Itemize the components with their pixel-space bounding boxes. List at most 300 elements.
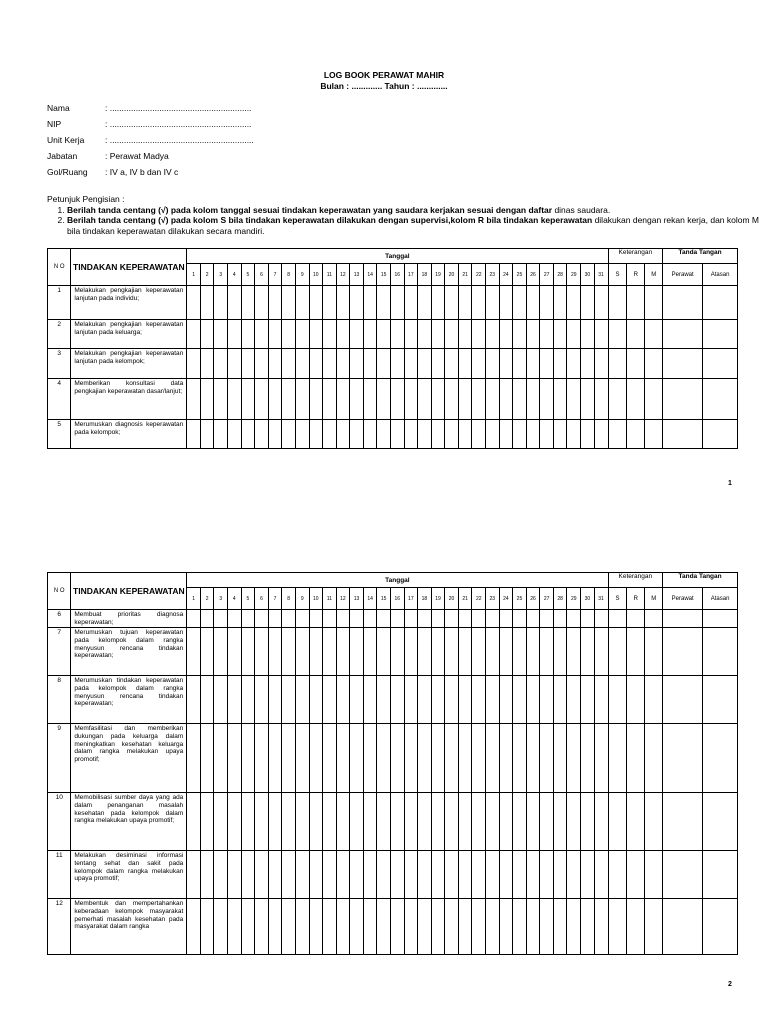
day-check-cell[interactable] <box>499 899 513 955</box>
day-check-cell[interactable] <box>377 320 391 349</box>
day-check-cell[interactable] <box>295 676 309 724</box>
day-check-cell[interactable] <box>350 793 364 851</box>
srm-check-cell[interactable] <box>608 793 627 851</box>
day-check-cell[interactable] <box>241 793 255 851</box>
day-check-cell[interactable] <box>187 724 201 793</box>
day-check-cell[interactable] <box>390 628 404 676</box>
day-check-cell[interactable] <box>255 899 269 955</box>
day-check-cell[interactable] <box>404 379 418 420</box>
day-check-cell[interactable] <box>499 851 513 899</box>
day-check-cell[interactable] <box>418 724 432 793</box>
day-check-cell[interactable] <box>309 851 323 899</box>
day-check-cell[interactable] <box>255 320 269 349</box>
day-check-cell[interactable] <box>363 628 377 676</box>
day-check-cell[interactable] <box>336 724 350 793</box>
day-check-cell[interactable] <box>295 286 309 320</box>
day-check-cell[interactable] <box>282 851 296 899</box>
day-check-cell[interactable] <box>228 286 242 320</box>
day-check-cell[interactable] <box>255 286 269 320</box>
day-check-cell[interactable] <box>255 793 269 851</box>
day-check-cell[interactable] <box>268 379 282 420</box>
day-check-cell[interactable] <box>363 349 377 379</box>
day-check-cell[interactable] <box>336 320 350 349</box>
day-check-cell[interactable] <box>513 793 527 851</box>
day-check-cell[interactable] <box>499 628 513 676</box>
day-check-cell[interactable] <box>336 610 350 628</box>
day-check-cell[interactable] <box>458 379 472 420</box>
day-check-cell[interactable] <box>200 628 214 676</box>
day-check-cell[interactable] <box>472 899 486 955</box>
day-check-cell[interactable] <box>323 851 337 899</box>
day-check-cell[interactable] <box>594 349 608 379</box>
day-check-cell[interactable] <box>431 320 445 349</box>
day-check-cell[interactable] <box>404 610 418 628</box>
day-check-cell[interactable] <box>581 724 595 793</box>
day-check-cell[interactable] <box>187 379 201 420</box>
day-check-cell[interactable] <box>445 724 459 793</box>
srm-check-cell[interactable] <box>645 610 663 628</box>
day-check-cell[interactable] <box>200 793 214 851</box>
day-check-cell[interactable] <box>336 899 350 955</box>
srm-check-cell[interactable] <box>627 676 645 724</box>
day-check-cell[interactable] <box>377 610 391 628</box>
day-check-cell[interactable] <box>377 724 391 793</box>
day-check-cell[interactable] <box>268 286 282 320</box>
day-check-cell[interactable] <box>282 899 296 955</box>
srm-check-cell[interactable] <box>608 349 627 379</box>
srm-check-cell[interactable] <box>645 851 663 899</box>
srm-check-cell[interactable] <box>608 379 627 420</box>
day-check-cell[interactable] <box>187 286 201 320</box>
day-check-cell[interactable] <box>323 420 337 449</box>
day-check-cell[interactable] <box>282 724 296 793</box>
srm-check-cell[interactable] <box>627 851 645 899</box>
signature-cell[interactable] <box>663 320 703 349</box>
day-check-cell[interactable] <box>255 851 269 899</box>
day-check-cell[interactable] <box>472 676 486 724</box>
srm-check-cell[interactable] <box>627 610 645 628</box>
day-check-cell[interactable] <box>390 286 404 320</box>
day-check-cell[interactable] <box>404 320 418 349</box>
day-check-cell[interactable] <box>567 286 581 320</box>
day-check-cell[interactable] <box>241 724 255 793</box>
day-check-cell[interactable] <box>350 349 364 379</box>
day-check-cell[interactable] <box>513 420 527 449</box>
day-check-cell[interactable] <box>350 320 364 349</box>
day-check-cell[interactable] <box>309 286 323 320</box>
day-check-cell[interactable] <box>336 286 350 320</box>
day-check-cell[interactable] <box>418 379 432 420</box>
srm-check-cell[interactable] <box>645 628 663 676</box>
day-check-cell[interactable] <box>486 420 500 449</box>
day-check-cell[interactable] <box>323 320 337 349</box>
day-check-cell[interactable] <box>458 676 472 724</box>
day-check-cell[interactable] <box>581 420 595 449</box>
day-check-cell[interactable] <box>553 420 567 449</box>
day-check-cell[interactable] <box>486 724 500 793</box>
day-check-cell[interactable] <box>214 349 228 379</box>
day-check-cell[interactable] <box>295 379 309 420</box>
day-check-cell[interactable] <box>228 724 242 793</box>
signature-cell[interactable] <box>663 676 703 724</box>
signature-cell[interactable] <box>703 379 738 420</box>
day-check-cell[interactable] <box>526 851 540 899</box>
day-check-cell[interactable] <box>377 379 391 420</box>
srm-check-cell[interactable] <box>627 320 645 349</box>
signature-cell[interactable] <box>703 349 738 379</box>
signature-cell[interactable] <box>663 793 703 851</box>
day-check-cell[interactable] <box>255 724 269 793</box>
day-check-cell[interactable] <box>581 676 595 724</box>
signature-cell[interactable] <box>703 286 738 320</box>
day-check-cell[interactable] <box>200 349 214 379</box>
day-check-cell[interactable] <box>377 793 391 851</box>
day-check-cell[interactable] <box>309 610 323 628</box>
day-check-cell[interactable] <box>295 793 309 851</box>
srm-check-cell[interactable] <box>627 793 645 851</box>
day-check-cell[interactable] <box>431 420 445 449</box>
day-check-cell[interactable] <box>268 420 282 449</box>
day-check-cell[interactable] <box>214 628 228 676</box>
day-check-cell[interactable] <box>594 628 608 676</box>
srm-check-cell[interactable] <box>608 899 627 955</box>
day-check-cell[interactable] <box>486 899 500 955</box>
day-check-cell[interactable] <box>200 676 214 724</box>
day-check-cell[interactable] <box>581 286 595 320</box>
srm-check-cell[interactable] <box>645 349 663 379</box>
day-check-cell[interactable] <box>499 793 513 851</box>
day-check-cell[interactable] <box>295 628 309 676</box>
day-check-cell[interactable] <box>472 724 486 793</box>
day-check-cell[interactable] <box>472 610 486 628</box>
srm-check-cell[interactable] <box>608 676 627 724</box>
day-check-cell[interactable] <box>309 793 323 851</box>
day-check-cell[interactable] <box>282 286 296 320</box>
day-check-cell[interactable] <box>214 379 228 420</box>
day-check-cell[interactable] <box>418 320 432 349</box>
signature-cell[interactable] <box>703 899 738 955</box>
srm-check-cell[interactable] <box>608 320 627 349</box>
day-check-cell[interactable] <box>418 610 432 628</box>
day-check-cell[interactable] <box>323 724 337 793</box>
day-check-cell[interactable] <box>526 793 540 851</box>
day-check-cell[interactable] <box>268 610 282 628</box>
day-check-cell[interactable] <box>228 610 242 628</box>
day-check-cell[interactable] <box>282 349 296 379</box>
day-check-cell[interactable] <box>268 676 282 724</box>
day-check-cell[interactable] <box>445 610 459 628</box>
day-check-cell[interactable] <box>323 610 337 628</box>
day-check-cell[interactable] <box>282 379 296 420</box>
day-check-cell[interactable] <box>513 320 527 349</box>
day-check-cell[interactable] <box>418 899 432 955</box>
day-check-cell[interactable] <box>309 320 323 349</box>
day-check-cell[interactable] <box>499 676 513 724</box>
day-check-cell[interactable] <box>309 899 323 955</box>
day-check-cell[interactable] <box>363 320 377 349</box>
day-check-cell[interactable] <box>431 610 445 628</box>
signature-cell[interactable] <box>703 724 738 793</box>
day-check-cell[interactable] <box>214 610 228 628</box>
day-check-cell[interactable] <box>390 676 404 724</box>
day-check-cell[interactable] <box>526 286 540 320</box>
day-check-cell[interactable] <box>540 676 554 724</box>
signature-cell[interactable] <box>663 286 703 320</box>
day-check-cell[interactable] <box>581 379 595 420</box>
day-check-cell[interactable] <box>486 320 500 349</box>
day-check-cell[interactable] <box>567 379 581 420</box>
day-check-cell[interactable] <box>377 628 391 676</box>
day-check-cell[interactable] <box>594 724 608 793</box>
day-check-cell[interactable] <box>499 610 513 628</box>
day-check-cell[interactable] <box>377 676 391 724</box>
day-check-cell[interactable] <box>214 899 228 955</box>
day-check-cell[interactable] <box>418 286 432 320</box>
day-check-cell[interactable] <box>200 851 214 899</box>
day-check-cell[interactable] <box>228 320 242 349</box>
day-check-cell[interactable] <box>200 379 214 420</box>
day-check-cell[interactable] <box>241 628 255 676</box>
day-check-cell[interactable] <box>553 349 567 379</box>
srm-check-cell[interactable] <box>608 628 627 676</box>
srm-check-cell[interactable] <box>627 349 645 379</box>
day-check-cell[interactable] <box>472 628 486 676</box>
signature-cell[interactable] <box>663 610 703 628</box>
day-check-cell[interactable] <box>526 724 540 793</box>
day-check-cell[interactable] <box>458 851 472 899</box>
day-check-cell[interactable] <box>418 628 432 676</box>
day-check-cell[interactable] <box>581 349 595 379</box>
day-check-cell[interactable] <box>268 851 282 899</box>
day-check-cell[interactable] <box>581 793 595 851</box>
day-check-cell[interactable] <box>268 320 282 349</box>
day-check-cell[interactable] <box>418 349 432 379</box>
day-check-cell[interactable] <box>187 793 201 851</box>
day-check-cell[interactable] <box>526 320 540 349</box>
day-check-cell[interactable] <box>200 724 214 793</box>
day-check-cell[interactable] <box>594 420 608 449</box>
day-check-cell[interactable] <box>540 610 554 628</box>
day-check-cell[interactable] <box>309 420 323 449</box>
day-check-cell[interactable] <box>445 793 459 851</box>
day-check-cell[interactable] <box>228 793 242 851</box>
day-check-cell[interactable] <box>282 420 296 449</box>
day-check-cell[interactable] <box>458 610 472 628</box>
day-check-cell[interactable] <box>594 676 608 724</box>
day-check-cell[interactable] <box>268 793 282 851</box>
signature-cell[interactable] <box>703 793 738 851</box>
day-check-cell[interactable] <box>431 628 445 676</box>
day-check-cell[interactable] <box>431 676 445 724</box>
day-check-cell[interactable] <box>282 320 296 349</box>
day-check-cell[interactable] <box>594 320 608 349</box>
day-check-cell[interactable] <box>540 286 554 320</box>
day-check-cell[interactable] <box>540 420 554 449</box>
signature-cell[interactable] <box>663 349 703 379</box>
day-check-cell[interactable] <box>567 724 581 793</box>
day-check-cell[interactable] <box>540 379 554 420</box>
day-check-cell[interactable] <box>241 610 255 628</box>
day-check-cell[interactable] <box>268 899 282 955</box>
day-check-cell[interactable] <box>526 899 540 955</box>
day-check-cell[interactable] <box>567 899 581 955</box>
day-check-cell[interactable] <box>336 379 350 420</box>
day-check-cell[interactable] <box>323 286 337 320</box>
day-check-cell[interactable] <box>513 286 527 320</box>
day-check-cell[interactable] <box>594 899 608 955</box>
day-check-cell[interactable] <box>431 724 445 793</box>
srm-check-cell[interactable] <box>645 899 663 955</box>
day-check-cell[interactable] <box>363 851 377 899</box>
day-check-cell[interactable] <box>200 420 214 449</box>
day-check-cell[interactable] <box>323 379 337 420</box>
day-check-cell[interactable] <box>187 851 201 899</box>
day-check-cell[interactable] <box>458 286 472 320</box>
day-check-cell[interactable] <box>458 724 472 793</box>
day-check-cell[interactable] <box>526 420 540 449</box>
day-check-cell[interactable] <box>458 420 472 449</box>
day-check-cell[interactable] <box>363 793 377 851</box>
day-check-cell[interactable] <box>553 676 567 724</box>
day-check-cell[interactable] <box>540 851 554 899</box>
day-check-cell[interactable] <box>390 379 404 420</box>
srm-check-cell[interactable] <box>627 628 645 676</box>
day-check-cell[interactable] <box>540 724 554 793</box>
srm-check-cell[interactable] <box>645 420 663 449</box>
day-check-cell[interactable] <box>323 793 337 851</box>
day-check-cell[interactable] <box>540 899 554 955</box>
day-check-cell[interactable] <box>350 628 364 676</box>
day-check-cell[interactable] <box>526 610 540 628</box>
day-check-cell[interactable] <box>282 676 296 724</box>
day-check-cell[interactable] <box>513 899 527 955</box>
day-check-cell[interactable] <box>200 286 214 320</box>
day-check-cell[interactable] <box>214 724 228 793</box>
day-check-cell[interactable] <box>241 349 255 379</box>
day-check-cell[interactable] <box>363 676 377 724</box>
day-check-cell[interactable] <box>472 286 486 320</box>
day-check-cell[interactable] <box>567 349 581 379</box>
day-check-cell[interactable] <box>390 320 404 349</box>
day-check-cell[interactable] <box>553 610 567 628</box>
day-check-cell[interactable] <box>540 628 554 676</box>
srm-check-cell[interactable] <box>608 286 627 320</box>
day-check-cell[interactable] <box>295 349 309 379</box>
day-check-cell[interactable] <box>295 320 309 349</box>
day-check-cell[interactable] <box>404 286 418 320</box>
signature-cell[interactable] <box>703 851 738 899</box>
day-check-cell[interactable] <box>295 899 309 955</box>
day-check-cell[interactable] <box>540 349 554 379</box>
day-check-cell[interactable] <box>472 349 486 379</box>
day-check-cell[interactable] <box>431 851 445 899</box>
day-check-cell[interactable] <box>228 420 242 449</box>
day-check-cell[interactable] <box>458 628 472 676</box>
signature-cell[interactable] <box>703 320 738 349</box>
day-check-cell[interactable] <box>200 899 214 955</box>
day-check-cell[interactable] <box>241 420 255 449</box>
day-check-cell[interactable] <box>404 349 418 379</box>
day-check-cell[interactable] <box>553 724 567 793</box>
day-check-cell[interactable] <box>404 420 418 449</box>
day-check-cell[interactable] <box>390 724 404 793</box>
day-check-cell[interactable] <box>472 320 486 349</box>
day-check-cell[interactable] <box>323 628 337 676</box>
day-check-cell[interactable] <box>540 320 554 349</box>
day-check-cell[interactable] <box>486 349 500 379</box>
day-check-cell[interactable] <box>363 420 377 449</box>
day-check-cell[interactable] <box>390 793 404 851</box>
srm-check-cell[interactable] <box>645 724 663 793</box>
srm-check-cell[interactable] <box>627 379 645 420</box>
day-check-cell[interactable] <box>581 610 595 628</box>
day-check-cell[interactable] <box>513 676 527 724</box>
day-check-cell[interactable] <box>187 320 201 349</box>
day-check-cell[interactable] <box>499 286 513 320</box>
day-check-cell[interactable] <box>567 628 581 676</box>
day-check-cell[interactable] <box>404 724 418 793</box>
day-check-cell[interactable] <box>214 420 228 449</box>
day-check-cell[interactable] <box>200 320 214 349</box>
day-check-cell[interactable] <box>363 899 377 955</box>
day-check-cell[interactable] <box>553 851 567 899</box>
day-check-cell[interactable] <box>486 286 500 320</box>
srm-check-cell[interactable] <box>645 286 663 320</box>
day-check-cell[interactable] <box>228 349 242 379</box>
day-check-cell[interactable] <box>295 724 309 793</box>
day-check-cell[interactable] <box>445 628 459 676</box>
day-check-cell[interactable] <box>594 793 608 851</box>
day-check-cell[interactable] <box>363 610 377 628</box>
day-check-cell[interactable] <box>228 379 242 420</box>
day-check-cell[interactable] <box>567 676 581 724</box>
day-check-cell[interactable] <box>390 851 404 899</box>
day-check-cell[interactable] <box>241 899 255 955</box>
day-check-cell[interactable] <box>513 610 527 628</box>
signature-cell[interactable] <box>663 899 703 955</box>
day-check-cell[interactable] <box>214 286 228 320</box>
day-check-cell[interactable] <box>377 899 391 955</box>
day-check-cell[interactable] <box>553 286 567 320</box>
day-check-cell[interactable] <box>187 610 201 628</box>
day-check-cell[interactable] <box>295 610 309 628</box>
signature-cell[interactable] <box>703 676 738 724</box>
day-check-cell[interactable] <box>241 286 255 320</box>
day-check-cell[interactable] <box>336 793 350 851</box>
day-check-cell[interactable] <box>581 899 595 955</box>
srm-check-cell[interactable] <box>608 420 627 449</box>
day-check-cell[interactable] <box>187 899 201 955</box>
srm-check-cell[interactable] <box>627 899 645 955</box>
day-check-cell[interactable] <box>431 349 445 379</box>
day-check-cell[interactable] <box>431 286 445 320</box>
day-check-cell[interactable] <box>187 420 201 449</box>
day-check-cell[interactable] <box>445 851 459 899</box>
day-check-cell[interactable] <box>404 899 418 955</box>
day-check-cell[interactable] <box>499 724 513 793</box>
day-check-cell[interactable] <box>418 793 432 851</box>
day-check-cell[interactable] <box>295 420 309 449</box>
day-check-cell[interactable] <box>309 628 323 676</box>
day-check-cell[interactable] <box>377 286 391 320</box>
day-check-cell[interactable] <box>404 628 418 676</box>
srm-check-cell[interactable] <box>645 379 663 420</box>
day-check-cell[interactable] <box>553 628 567 676</box>
day-check-cell[interactable] <box>282 628 296 676</box>
day-check-cell[interactable] <box>486 793 500 851</box>
day-check-cell[interactable] <box>350 899 364 955</box>
day-check-cell[interactable] <box>336 676 350 724</box>
